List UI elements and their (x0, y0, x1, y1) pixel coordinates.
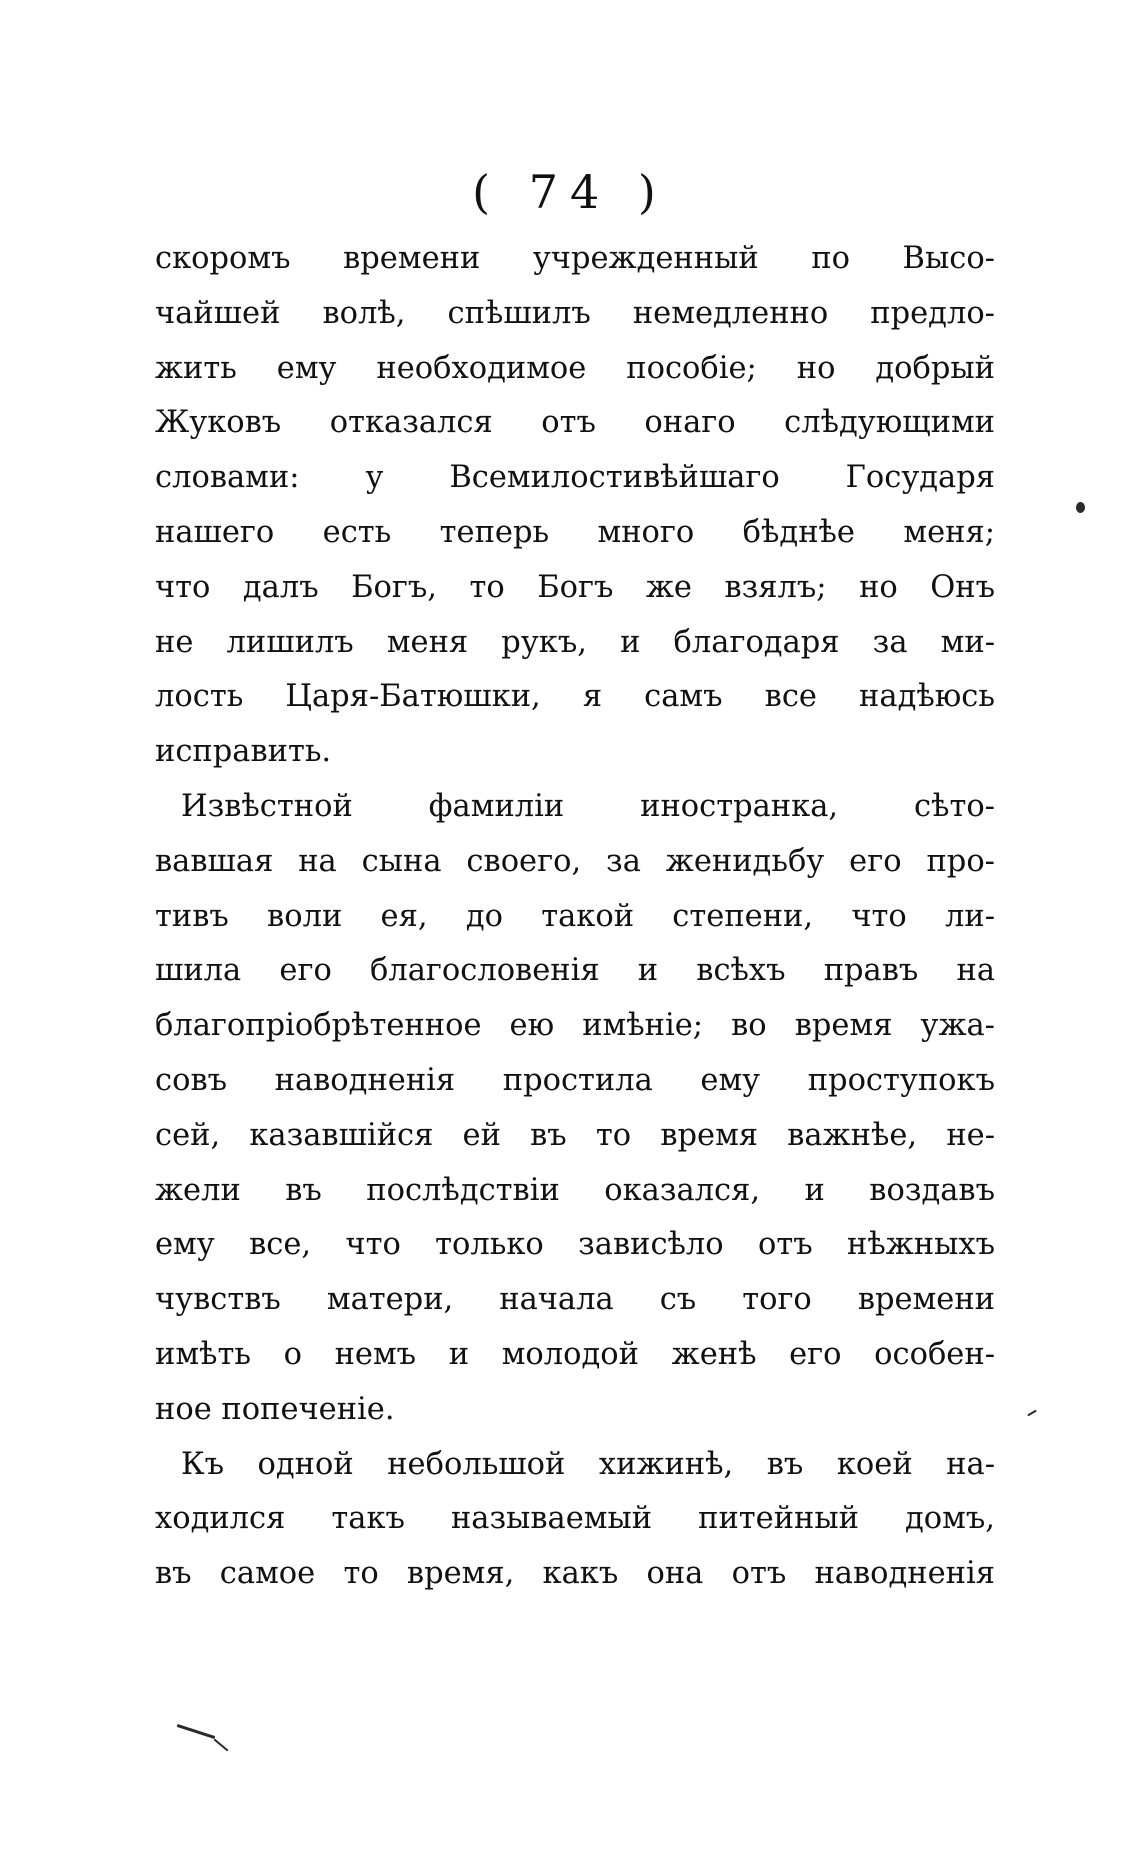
text-line: ходился такъ называемый питейный домъ, (155, 1501, 995, 1537)
print-speck (213, 1738, 228, 1751)
text-line: жели въ послѣдствіи оказался, и воздавъ (155, 1172, 995, 1208)
text-line: тивъ воли ея, до такой степени, что ли- (155, 898, 995, 934)
print-speck (1027, 1410, 1037, 1417)
text-line: Извѣстной фамиліи иностранка, сѣто- (181, 788, 995, 824)
text-line: Жуковъ отказался отъ онаго слѣдующими (155, 405, 995, 441)
text-line: въ самое то время, какъ она отъ наводненія (155, 1556, 995, 1592)
page-body (155, 232, 995, 1602)
text-line: лость Царя-Батюшки, я самъ все надѣюсь (155, 679, 995, 715)
text-line: имѣть о немъ и молодой женѣ его особен- (155, 1336, 995, 1372)
text-line: ему все, что только зависѣло отъ нѣжныхъ (155, 1227, 995, 1263)
print-speck (177, 1724, 216, 1739)
page-number: ( 74 ) (472, 165, 668, 219)
text-line: чайшей волѣ, спѣшилъ немедленно предло- (155, 295, 995, 331)
text-line: шила его благословенія и всѣхъ правъ на (155, 953, 995, 989)
text-line: не лишилъ меня рукъ, и благодаря за ми- (155, 624, 995, 660)
text-line: благопріобрѣтенное ею имѣніе; во время ужа- (155, 1008, 995, 1044)
text-line: Къ одной небольшой хижинѣ, въ коей на- (181, 1446, 995, 1482)
text-line: словами: у Всемилостивѣйшаго Государя (155, 460, 995, 496)
text-line: исправить. (155, 734, 332, 770)
paragraph-2 (155, 780, 995, 1438)
text-line: совъ наводненія простила ему проступокъ (155, 1062, 995, 1098)
text-line: скоромъ времени учрежденный по Высо- (155, 241, 995, 276)
print-speck (1076, 502, 1085, 513)
text-line: что далъ Богъ, то Богъ же взялъ; но Онъ (155, 569, 995, 605)
text-line: жить ему необходимое пособіе; но добрый (155, 350, 995, 386)
text-line: чувствъ матери, начала съ того времени (155, 1282, 995, 1318)
text-line: вавшая на сына своего, за женидьбу его про- (155, 843, 995, 879)
text-line: сей, казавшійся ей въ то время важнѣе, не- (155, 1117, 995, 1153)
text-line: ное попеченіе. (155, 1391, 395, 1427)
paragraph-3 (155, 1438, 995, 1602)
text-line: нашего есть теперь много бѣднѣе меня; (155, 514, 995, 550)
paragraph-1 (155, 232, 995, 780)
